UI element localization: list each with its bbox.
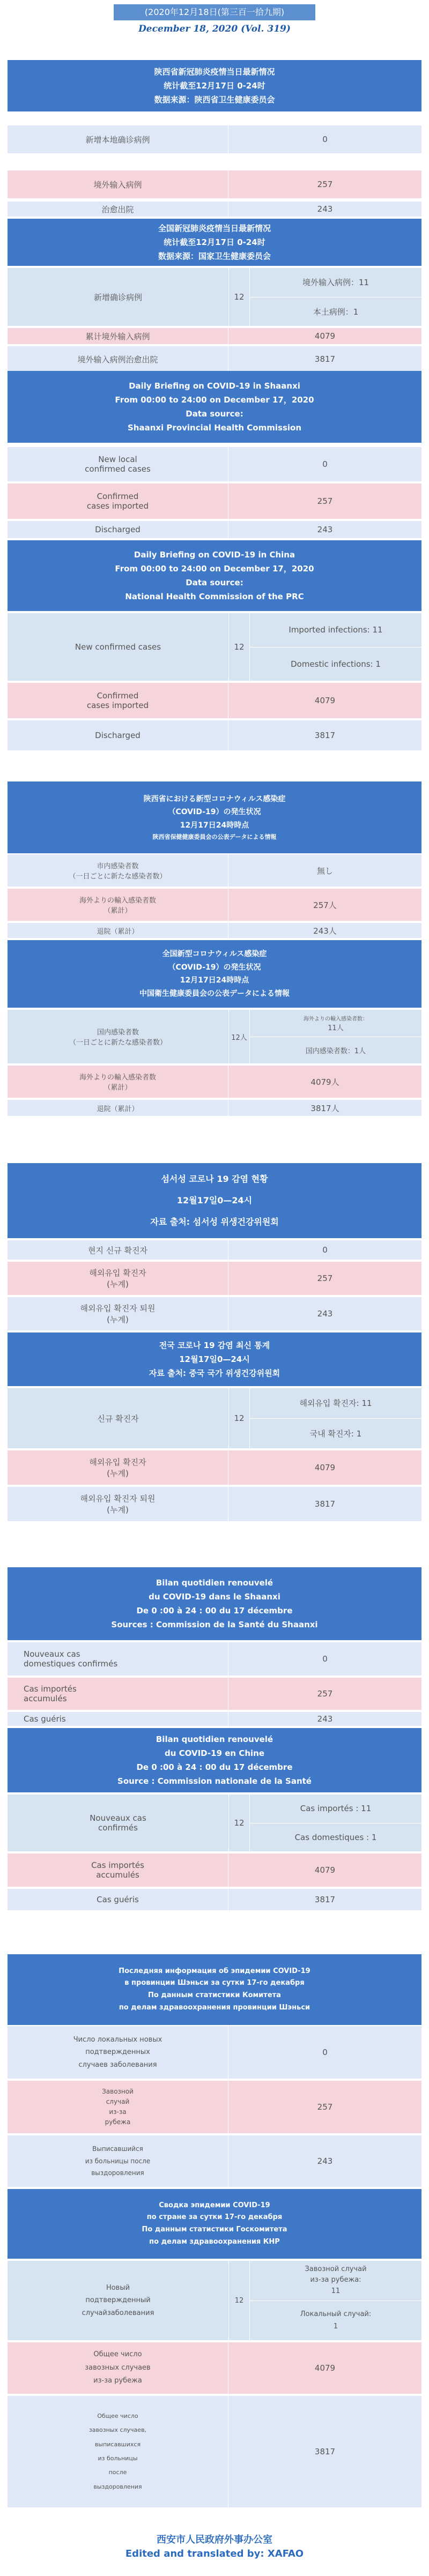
province-header-ru — [8, 1954, 421, 2025]
header-line: du COVID-19 en Chine — [165, 1748, 264, 1758]
table-row — [8, 1450, 421, 1485]
row-label — [8, 2135, 228, 2187]
row-total: 12 — [228, 1388, 250, 1448]
row-label — [8, 2026, 228, 2079]
header-line: Source : Commission nationale de la Santé — [117, 1776, 312, 1786]
province-header-fr — [8, 1567, 421, 1640]
row-value: 3817人 — [310, 1103, 339, 1113]
label-line: выздоровления — [93, 2483, 142, 2490]
table-row — [8, 125, 421, 153]
row-value: 257 — [317, 1274, 333, 1283]
label-line: подтвержденных — [85, 2048, 150, 2057]
table-row — [8, 1066, 421, 1098]
row-value: 257 — [317, 496, 333, 506]
header-line: De 0 :00 à 24 : 00 du 17 décembre — [136, 1762, 293, 1772]
table-row — [8, 1262, 421, 1295]
row-total: 12 — [228, 268, 250, 326]
row-value: 4079 — [314, 1865, 336, 1875]
table-row — [8, 923, 421, 938]
imported-value: 境外输入病例：11 — [302, 278, 369, 288]
header-line: по делам здравоохранения провинции Шэньси — [119, 2003, 310, 2012]
new-cases-row — [8, 268, 421, 326]
row-label — [8, 1487, 228, 1521]
row-total: 12 — [228, 2261, 250, 2340]
row-value: 3817 — [314, 731, 336, 740]
table-row — [8, 346, 421, 372]
label-line: accumulés — [24, 1694, 67, 1703]
label-line: рубежа — [105, 2118, 131, 2126]
footer-office: 西安市人民政府外事办公室 — [157, 2534, 272, 2545]
footer-credit: Edited and translated by: XAFAO — [125, 2548, 304, 2559]
label-line: из-за — [109, 2108, 127, 2116]
table-row — [8, 1642, 421, 1676]
local-value: Cas domestiques : 1 — [250, 1823, 421, 1852]
label-line: Nouveaux cas — [90, 1813, 146, 1823]
row-value: 3817 — [314, 1895, 336, 1904]
label-line: 海外よりの輸入感染者数 — [79, 1074, 156, 1082]
label-line: （累計） — [103, 1084, 132, 1092]
header-line: в провинции Шэньси за сутки 17-го декабря — [124, 1979, 305, 1987]
row-label — [8, 1795, 228, 1851]
row-total: 12人 — [228, 1010, 250, 1063]
label-line: Общее число — [97, 2412, 138, 2419]
table-row — [8, 720, 421, 750]
national-header-ru — [8, 2189, 421, 2259]
row-label — [8, 1678, 228, 1710]
section-chinese — [8, 60, 421, 372]
province-header-ja — [8, 781, 421, 853]
row-label: 退院（累計） — [8, 923, 228, 938]
table-row — [8, 1889, 421, 1910]
table-row — [8, 2342, 421, 2394]
national-header-zh — [8, 219, 421, 266]
label-line: 海外よりの輸入感染者数 — [79, 897, 156, 905]
label-line: Общее число — [93, 2350, 142, 2358]
row-label: 退院（累計） — [8, 1100, 228, 1116]
header-line: 全国新型コロナウィルス感染症 — [162, 950, 267, 958]
row-value: 3817 — [314, 354, 336, 364]
table-row — [8, 447, 421, 481]
row-value: 257 — [317, 1689, 333, 1699]
row-label: Discharged — [8, 521, 228, 538]
new-cases-row — [8, 613, 421, 681]
table-row — [8, 483, 421, 519]
imported-count: 11 — [331, 2287, 341, 2296]
label-line: (누계) — [107, 1505, 129, 1515]
label-line: из больницы после — [85, 2157, 151, 2165]
national-header-ko — [8, 1332, 421, 1386]
section-russian — [8, 1954, 421, 2507]
row-label — [8, 1297, 228, 1330]
row-value: 0 — [322, 135, 328, 144]
label-line: подтвержденный — [85, 2296, 151, 2305]
row-label — [8, 1010, 228, 1063]
row-label: 累计境外输入病例 — [8, 328, 228, 344]
label-line: domestiques confirmés — [24, 1659, 118, 1669]
issue-line: December 18, 2020 (Vol. 319) — [138, 24, 291, 34]
local-value: Domestic infections: 1 — [250, 647, 421, 681]
header-line: Сводка эпидемии COVID-19 — [159, 2201, 270, 2209]
header-line: De 0 :00 à 24 : 00 du 17 décembre — [136, 1606, 293, 1615]
table-row — [8, 1240, 421, 1260]
header-line: National Health Commission of the PRC — [125, 592, 304, 602]
imported-value — [250, 1010, 421, 1037]
imported-label: Завозной случай — [305, 2265, 367, 2273]
row-value: 257 — [317, 180, 333, 189]
header-line: Shaanxi Provincial Health Commission — [127, 423, 302, 433]
row-value: 257人 — [313, 900, 337, 910]
header-line: 12월17일0—24시 — [176, 1195, 253, 1205]
header-line: 전국 코로나 19 감염 최신 통계 — [159, 1340, 270, 1350]
imported-label: из-за рубежа: — [310, 2276, 361, 2284]
row-label: 新增本地确诊病例 — [8, 125, 228, 153]
header-line: 陕西省における新型コロナウィルス感染症 — [143, 794, 286, 803]
row-value: 3817 — [314, 2447, 336, 2456]
row-value: 4079 — [314, 696, 336, 705]
label-line: завозных случаев — [85, 2363, 151, 2372]
table-row — [8, 1853, 421, 1887]
local-value: 本土病例：1 — [250, 297, 421, 326]
section-korean — [8, 1163, 421, 1521]
row-value: 4079人 — [310, 1077, 339, 1087]
row-value: 243 — [317, 1309, 333, 1319]
imported-value: Imported infections: 11 — [289, 625, 383, 635]
header-line: 12月17日24時時点 — [180, 976, 249, 985]
header-line: 자료 출처: 중국 국가 위생건강위원회 — [149, 1368, 280, 1379]
row-label: 境外输入病例 — [8, 170, 228, 198]
label-line: 해외유입 확진자 퇴원 — [80, 1304, 156, 1313]
header-line: From 00:00 to 24:00 on December 17，2020 — [115, 563, 314, 574]
imported-count: 11人 — [328, 1024, 344, 1032]
row-label — [8, 1642, 228, 1676]
row-value: 243人 — [313, 926, 337, 936]
header-line: Последняя информация об эпидемии COVID-19 — [119, 1967, 310, 1975]
label-line: выписавшихся — [94, 2440, 141, 2448]
row-label — [8, 1853, 228, 1887]
table-row — [8, 2135, 421, 2187]
row-label: 境外输入病例治愈出院 — [8, 346, 228, 372]
row-label — [8, 2081, 228, 2133]
imported-value — [250, 2261, 421, 2300]
header-line: 统计截至12月17日 0-24时 — [164, 237, 265, 247]
row-label: Discharged — [8, 720, 228, 750]
header-line: По данным статистики Госкомитета — [142, 2225, 287, 2233]
label-line: 市内感染者数 — [97, 862, 139, 870]
header-line: 全国新冠肺炎疫情当日最新情况 — [158, 223, 271, 233]
label-line: confirmed cases — [85, 464, 151, 474]
row-total: 12 — [228, 613, 250, 681]
label-line: (누계) — [107, 1279, 129, 1289]
local-count: 1 — [333, 2322, 338, 2331]
row-value: 243 — [317, 1714, 333, 1724]
header-line: 12月17日24時時点 — [180, 821, 249, 830]
row-label — [8, 447, 228, 481]
row-value: 0 — [322, 1245, 328, 1255]
header-line: Bilan quotidien renouvelé — [156, 1734, 273, 1744]
table-row — [8, 170, 421, 198]
header-line: 섬서성 코로나 19 감염 현황 — [161, 1174, 268, 1184]
header-line: From 00:00 to 24:00 on December 17，2020 — [115, 394, 314, 405]
row-label — [8, 2261, 228, 2340]
header-line: （COVID-19）の発生状况 — [168, 963, 261, 972]
table-row — [8, 1487, 421, 1521]
header-line: Daily Briefing on COVID-19 in Shaanxi — [129, 381, 300, 391]
header-line: Bilan quotidien renouvelé — [156, 1577, 273, 1588]
local-value — [250, 2300, 421, 2341]
label-line: (누계) — [107, 1469, 129, 1478]
row-label — [8, 683, 228, 718]
province-header-zh — [8, 60, 421, 111]
label-line: (누계) — [107, 1315, 129, 1324]
label-line: случаев заболевания — [78, 2060, 157, 2069]
row-value: 257 — [317, 2102, 333, 2112]
label-line: после — [108, 2469, 127, 2476]
section-english — [8, 371, 421, 750]
local-label: Локальный случай: — [300, 2310, 372, 2318]
table-row — [8, 1712, 421, 1726]
label-line: accumulés — [96, 1870, 139, 1880]
table-row — [8, 2396, 421, 2507]
row-label — [8, 2342, 228, 2394]
label-line: confirmés — [98, 1823, 138, 1833]
label-line: cases imported — [86, 501, 149, 511]
table-row — [8, 1297, 421, 1330]
label-line: 国内感染者数 — [97, 1029, 139, 1037]
row-label — [8, 1262, 228, 1295]
national-header-en — [8, 540, 421, 611]
label-line: Выписавшийся — [92, 2145, 143, 2153]
row-label: 新增确诊病例 — [93, 292, 142, 302]
label-line: из больницы — [98, 2455, 138, 2462]
label-line: Новый — [106, 2283, 130, 2292]
new-cases-row — [8, 2261, 421, 2340]
table-row — [8, 202, 421, 217]
row-label — [8, 1450, 228, 1485]
label-line: Confirmed — [97, 492, 139, 501]
header-line: по делам здравоохранения КНР — [149, 2237, 280, 2246]
row-value: 0 — [322, 459, 328, 469]
local-value: 国内感染者数：1人 — [250, 1037, 421, 1064]
row-value: 243 — [317, 525, 333, 534]
label-line: завозных случаев, — [88, 2426, 147, 2434]
table-row — [8, 683, 421, 718]
row-label: Cas guéris — [8, 1889, 228, 1910]
header-line: 统计截至12月17日 0-24时 — [164, 80, 265, 91]
row-label: 治愈出院 — [8, 202, 228, 217]
row-value: 4079 — [314, 331, 336, 341]
row-value: 243 — [317, 204, 333, 214]
header-line: Sources : Commission de la Santé du Shaanxi — [111, 1620, 318, 1630]
table-row — [8, 854, 421, 887]
row-label — [8, 2396, 228, 2507]
row-value: 無し — [316, 866, 333, 876]
imported-value: 해외유입 확진자: 11 — [299, 1398, 372, 1409]
national-header-ja — [8, 940, 421, 1008]
header-line: 12월17일0—24시 — [179, 1354, 250, 1364]
row-label: 현지 신규 확진자 — [8, 1240, 228, 1260]
header-line: 자료 출처: 섬서성 위생건강위원회 — [150, 1217, 279, 1227]
label-line: cases imported — [86, 701, 149, 710]
row-value: 4079 — [314, 2363, 336, 2373]
label-line: Завозной — [102, 2087, 134, 2095]
row-label — [8, 854, 228, 887]
province-header-ko — [8, 1163, 421, 1238]
label-line: 해외유입 확진자 — [89, 1268, 146, 1278]
new-cases-row — [8, 1010, 421, 1063]
header-line: du COVID-19 dans le Shaanxi — [149, 1591, 280, 1602]
row-label — [8, 1066, 228, 1098]
header-line: по стране за сутки 17-го декабря — [146, 2213, 283, 2222]
imported-label: 海外よりの輸入感染者数： — [304, 1016, 368, 1022]
label-line: Cas importés — [24, 1684, 77, 1694]
label-line: Confirmed — [97, 691, 139, 701]
table-row — [8, 1678, 421, 1710]
imported-value: Cas importés : 11 — [300, 1804, 372, 1814]
section-french — [8, 1567, 421, 1910]
new-cases-row — [8, 1388, 421, 1448]
label-line: 해외유입 확진자 퇴원 — [80, 1494, 156, 1503]
row-label: 신규 확진자 — [97, 1413, 139, 1424]
row-value: 3817 — [314, 1499, 336, 1509]
header-line: 数据来源：国家卫生健康委员会 — [158, 251, 271, 262]
header-line: Data source: — [186, 578, 243, 587]
province-header-en — [8, 371, 421, 443]
table-row — [8, 521, 421, 538]
header-line: Daily Briefing on COVID-19 in China — [134, 549, 295, 560]
label-line: （累計） — [103, 907, 132, 915]
header-line: 数据来源：陕西省卫生健康委员会 — [154, 95, 275, 105]
header-line: По данным статистики Комитета — [148, 1991, 281, 1999]
label-line: Число локальных новых — [73, 2035, 162, 2044]
header-line: 陕西省新冠肺炎疫情当日最新情况 — [154, 66, 275, 77]
national-header-fr — [8, 1728, 421, 1792]
row-label — [8, 483, 228, 519]
label-line: случайзаболевания — [82, 2309, 154, 2317]
row-label: Cas guéris — [8, 1712, 228, 1726]
row-value: 4079 — [314, 1463, 336, 1472]
local-value: 국내 확진자: 1 — [250, 1418, 421, 1449]
row-value: 243 — [317, 2156, 333, 2166]
row-total: 12 — [228, 1795, 250, 1851]
table-row — [8, 328, 421, 344]
label-line: New local — [98, 455, 137, 464]
header-line: Data source: — [186, 409, 243, 419]
table-row — [8, 2081, 421, 2133]
label-line: из-за рубежа — [93, 2377, 142, 2385]
label-line: случай — [106, 2097, 130, 2105]
new-cases-row — [8, 1795, 421, 1851]
label-line: 해외유입 확진자 — [89, 1457, 146, 1467]
header-line: 中国衛生健康委員会の公表データによる情報 — [139, 989, 290, 998]
header-line: （COVID-19）の発生状况 — [168, 808, 261, 817]
label-line: （一日ごとに新たな感染者数） — [69, 873, 167, 881]
label-line: Nouveaux cas — [24, 1649, 80, 1659]
label-line: （一日ごとに新たな感染者数） — [69, 1039, 167, 1047]
table-row — [8, 889, 421, 921]
header-line: 陝西省保健健康委員会の公表データによる情報 — [152, 833, 277, 841]
section-japanese — [8, 781, 421, 1116]
label-line: выздоровления — [91, 2169, 144, 2177]
row-label — [8, 889, 228, 921]
row-value: 0 — [322, 2048, 328, 2057]
date-tag: (2020年12月18日(第三百一拾九期) — [114, 4, 315, 20]
row-value: 0 — [322, 1654, 328, 1664]
label-line: Cas importés — [91, 1860, 144, 1870]
row-label: New confirmed cases — [75, 642, 161, 652]
table-row — [8, 2026, 421, 2079]
table-row — [8, 1100, 421, 1116]
